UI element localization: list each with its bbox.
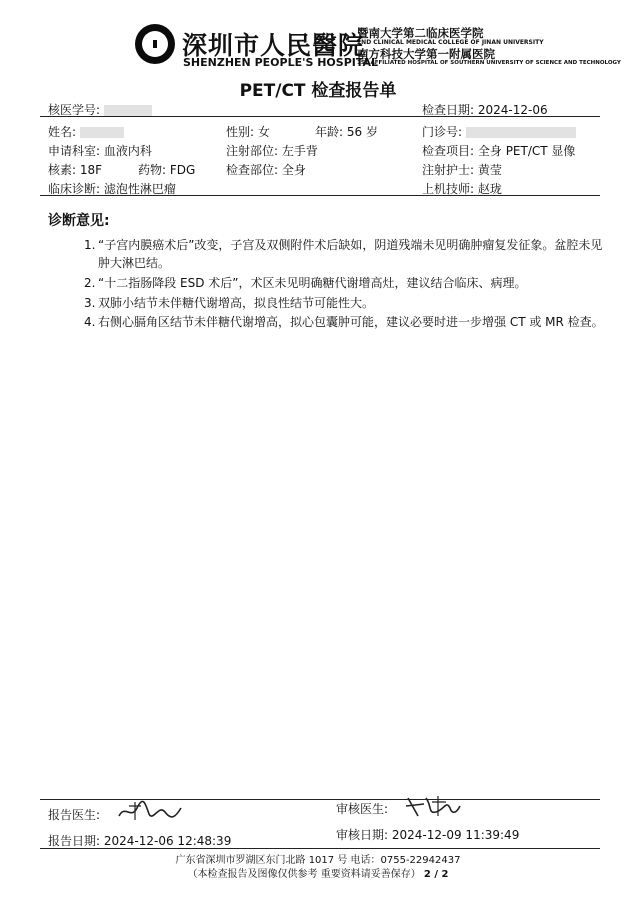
diagnosis-item-text: “子宫内膜癌术后”改变，子宫及双侧附件术后缺如，阴道残端未见明确肿瘤复发征象。盆腔未见肿大淋巴结。 xyxy=(98,238,603,270)
nurse-field xyxy=(422,161,502,178)
hospital-name-en: SHENZHEN PEOPLE'S HOSPITAL xyxy=(183,56,379,69)
exam-date-field xyxy=(422,101,548,118)
footer-address: 广东省深圳市罗湖区东门北路 1017 号 电话：0755-22942437 xyxy=(175,855,461,866)
diagnosis-item-number: 1. xyxy=(84,238,96,252)
review-date-field xyxy=(336,826,519,843)
inject-site-field xyxy=(226,142,318,159)
drug-value: FDG xyxy=(169,163,196,177)
review-date-value: 2024-12-09 11:39:49 xyxy=(391,828,520,842)
footer-note: （本检查报告及图像仅供参考 重要资料请妥善保存） xyxy=(187,869,421,880)
inject-site-label: 注射部位: xyxy=(226,144,279,158)
footer-separator xyxy=(40,848,600,849)
exam-date-value: 2024-12-06 xyxy=(477,103,548,117)
diagnosis-item-text: 右侧心膈角区结节未伴糖代谢增高，拟心包囊肿可能，建议必要时进一步增强 CT 或 MR 检查。 xyxy=(98,315,604,329)
diagnosis-item-number: 2. xyxy=(84,276,96,290)
technician-field xyxy=(422,180,502,197)
age-value: 56 岁 xyxy=(346,125,378,139)
review-date-label: 审核日期: xyxy=(336,828,389,842)
reviewer-label: 审核医生: xyxy=(336,802,389,816)
hospital-logo-icon xyxy=(135,24,175,64)
technician-value: 赵珑 xyxy=(477,182,502,196)
affiliation-2-cn: 南方科技大学第一附属医院 xyxy=(357,47,495,61)
affiliation-1-cn: 暨南大学第二临床医学院 xyxy=(357,26,484,40)
age-label: 年龄: xyxy=(315,125,344,139)
exam-site-field xyxy=(226,161,306,178)
nuclide-value: 18F xyxy=(79,163,103,177)
nurse-value: 黄莹 xyxy=(477,163,502,177)
diagnosis-item xyxy=(84,313,604,331)
outpatient-no-field xyxy=(422,123,576,140)
exam-site-label: 检查部位: xyxy=(226,163,279,177)
footer-note-line xyxy=(0,865,636,880)
diagnosis-item-text: 双肺小结节未伴糖代谢增高，拟良性结节可能性大。 xyxy=(98,296,375,310)
outpatient-no-label: 门诊号: xyxy=(422,125,463,139)
report-date-label: 报告日期: xyxy=(48,834,101,848)
name-label: 姓名: xyxy=(48,125,77,139)
hospital-name-cn: 深圳市人民醫院 xyxy=(182,31,365,60)
dept-value: 血液内科 xyxy=(103,144,152,158)
sex-value: 女 xyxy=(257,125,270,139)
exam-site-value: 全身 xyxy=(281,163,306,177)
nuclear-no-redacted xyxy=(104,105,152,116)
drug-label: 药物: xyxy=(138,163,167,177)
clinical-dx-label: 临床诊断: xyxy=(48,182,101,196)
clinical-dx-field xyxy=(48,180,176,197)
report-date-field xyxy=(48,832,231,849)
age-field xyxy=(315,123,378,140)
dept-label: 申请科室: xyxy=(48,144,101,158)
dept-field xyxy=(48,142,152,159)
name-redacted xyxy=(80,127,124,138)
outpatient-no-redacted xyxy=(466,127,576,138)
exam-item-value: 全身 PET/CT 显像 xyxy=(477,144,576,158)
exam-item-field xyxy=(422,142,575,159)
doctor-label: 报告医生: xyxy=(48,808,101,822)
diagnosis-title: 诊断意见: xyxy=(48,213,110,229)
nurse-label: 注射护士: xyxy=(422,163,475,177)
sex-label: 性别: xyxy=(226,125,255,139)
clinical-dx-value: 滤泡性淋巴瘤 xyxy=(103,182,176,196)
drug-field xyxy=(138,161,195,178)
diagnosis-item xyxy=(84,294,604,312)
diagnosis-item-number: 4. xyxy=(84,315,96,329)
inject-site-value: 左手背 xyxy=(281,144,318,158)
diagnosis-item-number: 3. xyxy=(84,296,96,310)
report-date-value: 2024-12-06 12:48:39 xyxy=(103,834,232,848)
report-title: PET/CT 检查报告单 xyxy=(239,81,397,101)
diagnosis-item xyxy=(84,274,604,292)
diagnosis-item-text: “十二指肠降段 ESD 术后”，术区未见明确糖代谢增高灶，建议结合临床、病理。 xyxy=(98,276,527,290)
affiliation-1-en: 2ND CLINICAL MEDICAL COLLEGE OF JINAN UNIVERSITY xyxy=(357,39,544,46)
exam-date-label: 检查日期: xyxy=(422,103,475,117)
nuclide-label: 核素: xyxy=(48,163,77,177)
reviewer-signature-icon xyxy=(402,792,462,820)
technician-label: 上机技师: xyxy=(422,182,475,196)
nuclear-no-label: 核医学号: xyxy=(48,103,101,117)
nuclide-field xyxy=(48,161,102,178)
exam-item-label: 检查项目: xyxy=(422,144,475,158)
sex-field xyxy=(226,123,270,140)
affiliation-2-en: 1ST AFFILIATED HOSPITAL OF SOUTHERN UNIVERSITY OF SCIENCE AND TECHNOLOGY xyxy=(357,60,621,66)
doctor-signature-icon xyxy=(115,798,185,824)
name-field xyxy=(48,123,124,140)
diagnosis-item xyxy=(84,236,604,272)
page-number: 2 / 2 xyxy=(423,869,449,880)
nuclear-no-field xyxy=(48,101,152,118)
